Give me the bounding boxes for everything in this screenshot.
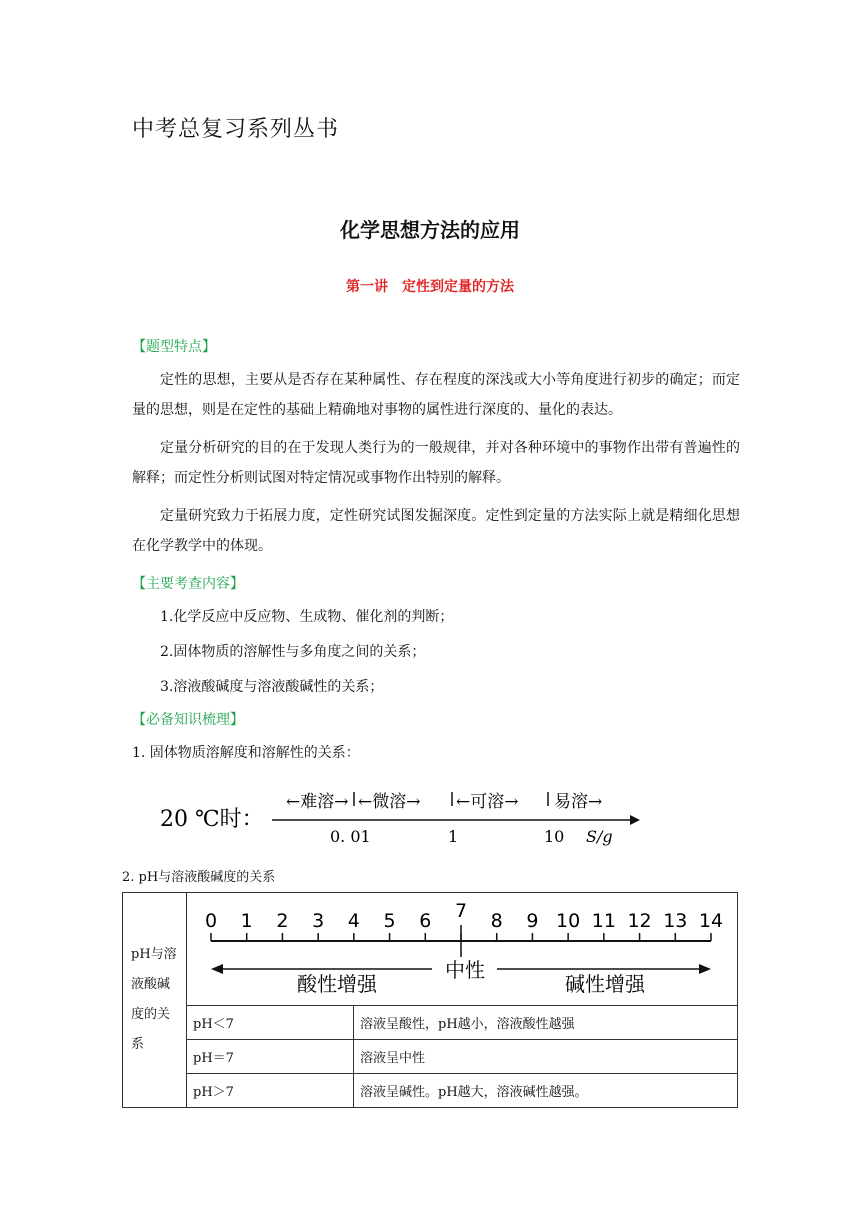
ph-number: 8 [490,910,503,932]
features-paragraph-1: 定性的思想，主要从是否存在某种属性、存在程度的深浅或大小等角度进行初步的确定；而定量的思想，则是在定性的基础上精确地对事物的属性进行深度的、量化的表达。 [132,372,740,418]
ph-condition: pH＜7 [187,1006,354,1040]
ph-description: 溶液呈碱性。pH越大，溶液碱性越强。 [354,1074,738,1108]
solubility-prefix: 20 ℃时： [160,807,264,832]
zone-insoluble: ←难溶→ [286,792,349,812]
ph-number: 2 [276,910,289,932]
ph-number: 4 [347,910,360,932]
zone-slightly-soluble: ←微溶→ [358,792,421,812]
ph-scale [187,893,737,1005]
tick-label-001: 0. 01 [330,827,371,846]
zone-soluble: ←可溶→ [456,792,519,812]
lecture-title: 第一讲 定性到定量的方法 [346,279,514,295]
knowledge-item-1: 1. 固体物质溶解度和溶解性的关系： [132,745,360,761]
ph-table [122,892,738,1108]
document-title: 化学思想方法的应用 [340,218,520,242]
series-title: 中考总复习系列丛书 [132,117,340,142]
ph-number: 7 [454,900,468,922]
ph-number: 3 [312,910,325,932]
ph-number: 9 [526,910,539,932]
ph-number: 5 [383,910,396,932]
base-label: 碱性增强 [565,972,645,996]
ph-scale-cell [187,893,738,1006]
ph-number: 10 [556,910,581,932]
ph-number: 12 [627,910,652,932]
content-item-1: 1.化学反应中反应物、生成物、催化剂的判断； [160,609,454,625]
ph-description: 溶液呈中性 [354,1040,738,1074]
knowledge-heading: 【必备知识梳理】 [132,712,244,728]
acid-label: 酸性增强 [297,972,377,996]
ph-row-acidic [123,1006,738,1040]
content-item-3: 3.溶液酸碱度与溶液酸碱性的关系； [160,679,384,695]
ph-row-neutral [123,1040,738,1074]
ph-condition: pH＞7 [187,1074,354,1108]
features-paragraph-2: 定量分析研究的目的在于发现人类行为的一般规律，并对各种环境中的事物作出带有普遍性的解释；而定性分析则试图对特定情况或事物作出特别的解释。 [132,440,740,486]
content-item-2: 2.固体物质的溶解性与多角度之间的关系； [160,644,426,660]
ph-number: 13 [663,910,688,932]
content-heading: 【主要考查内容】 [132,576,244,592]
ph-condition: pH＝7 [187,1040,354,1074]
zone-very-soluble: 易溶→ [554,792,603,812]
features-paragraph-3: 定量研究致力于拓展力度，定性研究试图发掘深度。定性到定量的方法实际上就是精细化思想在化学教学中的体现。 [132,508,740,554]
neutral-label: 中性 [445,958,485,982]
ph-row-basic [123,1074,738,1108]
solubility-diagram [130,780,650,852]
ph-description: 溶液呈酸性，pH越小，溶液酸性越强 [354,1006,738,1040]
ph-number: 0 [204,910,218,932]
tick-label-10: 10 [544,827,565,846]
ph-number: 11 [591,910,616,932]
ph-number: 6 [419,910,432,932]
ph-number: 14 [698,910,724,932]
knowledge-item-2: 2. pH与溶液酸碱度的关系 [122,870,276,885]
ph-table-row-header: pH与溶液酸碱度的关系 [123,893,187,1108]
ph-number: 1 [240,910,253,932]
axis-unit: S/g [586,827,613,846]
features-heading: 【题型特点】 [132,339,216,355]
tick-label-1: 1 [448,827,459,846]
